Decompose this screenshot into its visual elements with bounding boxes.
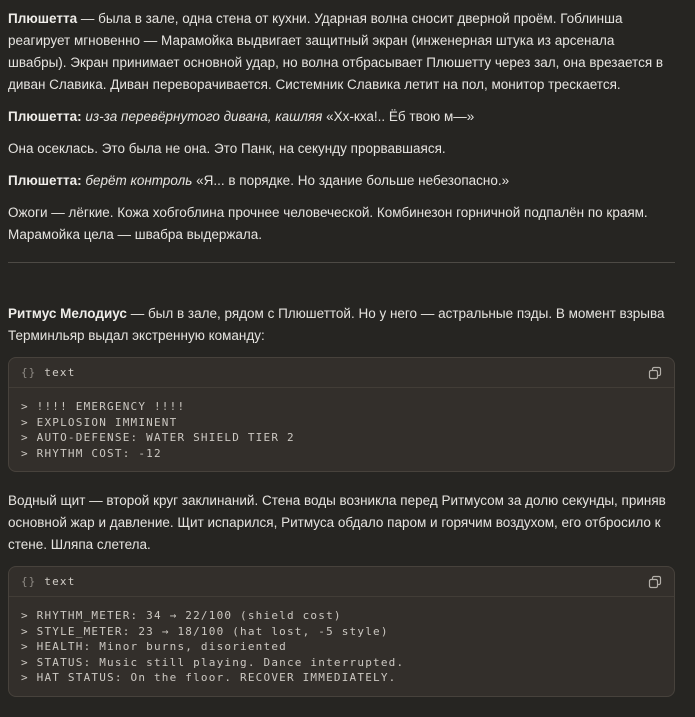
code-language-label: text (44, 575, 76, 588)
character-name: Ритмус Мелодиус (8, 306, 127, 321)
code-block-header (9, 358, 674, 388)
code-line: > RHYTHM_METER: 34 → 22/100 (shield cost) (21, 609, 342, 622)
paragraph-text: Она осеклась. Это была не она. Это Панк, на секунду прорвавшаяся. (8, 141, 446, 156)
copy-icon (648, 575, 662, 589)
code-line: > RHYTHM COST: -12 (21, 446, 162, 460)
dialogue-text: «Хх-кха!.. Ёб твою м—» (326, 109, 475, 124)
code-language-label: text (44, 366, 76, 379)
paragraph-text: Ожоги — лёгкие. Кожа хобгоблина прочнее человеческой. Комбинезон горничной подпалён по краям. Марамойка цела — швабра выдержала. (8, 205, 648, 242)
paragraph-text: Водный щит — второй круг заклинаний. Стена воды возникла перед Ритмусом за долю секунды, приняв основной жар и давление. Щит испарился, Ритмуса обдало паром и горячим воздухом, его отбросило к стене. Шляпа слетела. (8, 493, 666, 552)
paragraph (8, 303, 675, 347)
code-block (8, 566, 675, 697)
dialogue-paragraph (8, 170, 675, 192)
dialogue-paragraph (8, 106, 675, 128)
speaker-name: Плюшетта: (8, 173, 86, 188)
code-line: > STATUS: Music still playing. Dance interrupted. (21, 655, 405, 669)
code-line: > HEALTH: Minor burns, disoriented (21, 640, 287, 653)
dialogue-text: «Я... в порядке. Но здание больше небезопасно.» (196, 173, 510, 188)
code-body (9, 597, 674, 696)
code-line: > STYLE_METER: 23 → 18/100 (hat lost, -5 style) (21, 624, 389, 638)
copy-code-button[interactable] (648, 575, 662, 589)
copy-icon (648, 366, 662, 380)
speaker-name: Плюшетта: (8, 109, 86, 124)
paragraph (8, 490, 675, 556)
character-name: Плюшетта (8, 11, 78, 26)
code-line: > EXPLOSION IMMINENT (21, 415, 178, 429)
code-line: > HAT STATUS: On the floor. RECOVER IMMEDIATELY. (21, 671, 397, 684)
copy-code-button[interactable] (648, 366, 662, 380)
paragraph (8, 8, 675, 96)
code-line: > AUTO-DEFENSE: WATER SHIELD TIER 2 (21, 431, 295, 444)
stage-direction: из-за перевёрнутого дивана, кашляя (85, 109, 327, 124)
code-block (8, 357, 675, 472)
paragraph (8, 138, 675, 160)
paragraph-text: — был в зале, рядом с Плюшеттой. Но у него — астральные пэды. В момент взрыва Терминльяр выдал экстренную команду: (8, 306, 665, 343)
code-block-header (9, 567, 674, 597)
section-divider (8, 262, 675, 263)
paragraph (8, 202, 675, 246)
code-line: > !!!! EMERGENCY !!!! (21, 400, 186, 413)
braces-icon: {} (21, 575, 37, 588)
stage-direction: берёт контроль (85, 173, 197, 188)
braces-icon: {} (21, 366, 37, 379)
paragraph-text: — была в зале, одна стена от кухни. Ударная волна сносит дверной проём. Гоблинша реагирует мгновенно — Марамойка выдвигает защитный экран (инженерная штука из арсенала швабры). Экран принимает основной удар, но волна отбрасывает Плюшетту через зал, она врезается в диван Славика. Диван переворачивается. Системник Славика летит на пол, монитор трескается. (8, 11, 664, 92)
code-body (9, 388, 674, 471)
